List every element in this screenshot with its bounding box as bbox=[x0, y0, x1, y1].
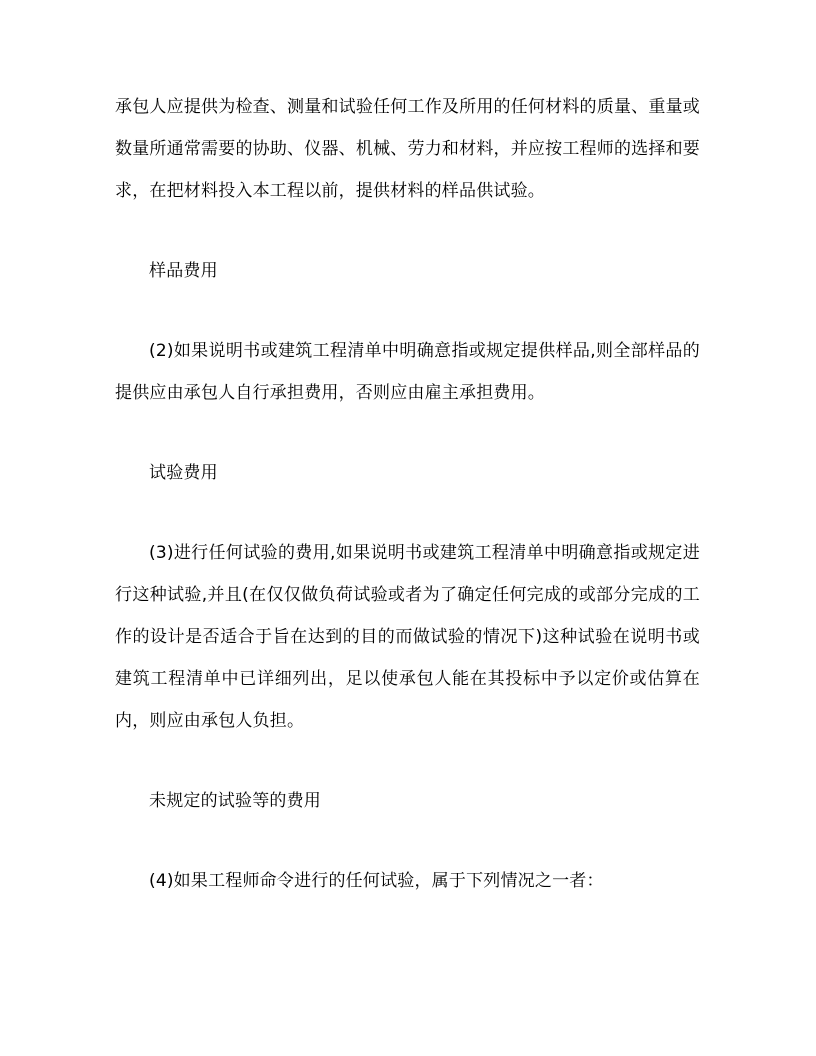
heading-sample-costs: 样品费用 bbox=[149, 261, 218, 281]
paragraph-clause-2-sample-costs: (2)如果说明书或建筑工程清单中明确意指或规定提供样品,则全部样品的提供应由承包人自行承担费用，否则应由雇主承担费用。 bbox=[115, 341, 700, 403]
heading-test-costs: 试验费用 bbox=[149, 463, 218, 483]
paragraph-contractor-assistance: 承包人应提供为检查、测量和试验任何工作及所用的任何材料的质量、重量或数量所通常需要的协助、仪器、机械、劳力和材料，并应按工程师的选择和要求，在把材料投入本工程以前，提供材料的样品供试验。 bbox=[115, 97, 700, 201]
heading-unspecified-test-costs: 未规定的试验等的费用 bbox=[149, 791, 321, 811]
paragraph-clause-3-test-costs: (3)进行任何试验的费用,如果说明书或建筑工程清单中明确意指或规定进行这种试验,并且(在仅仅做负荷试验或者为了确定任何完成的或部分完成的工作的设计是否适合于旨在达到的目的而做试验的情况下)这种试验在说明书或建筑工程清单中已详细列出，足以使承包人能在其投标中予以定价或估算在内，则应由承包人负担。 bbox=[115, 543, 700, 731]
paragraph-clause-4-engineer-ordered-tests: (4)如果工程师命令进行的任何试验，属于下列情况之一者： bbox=[149, 871, 604, 891]
